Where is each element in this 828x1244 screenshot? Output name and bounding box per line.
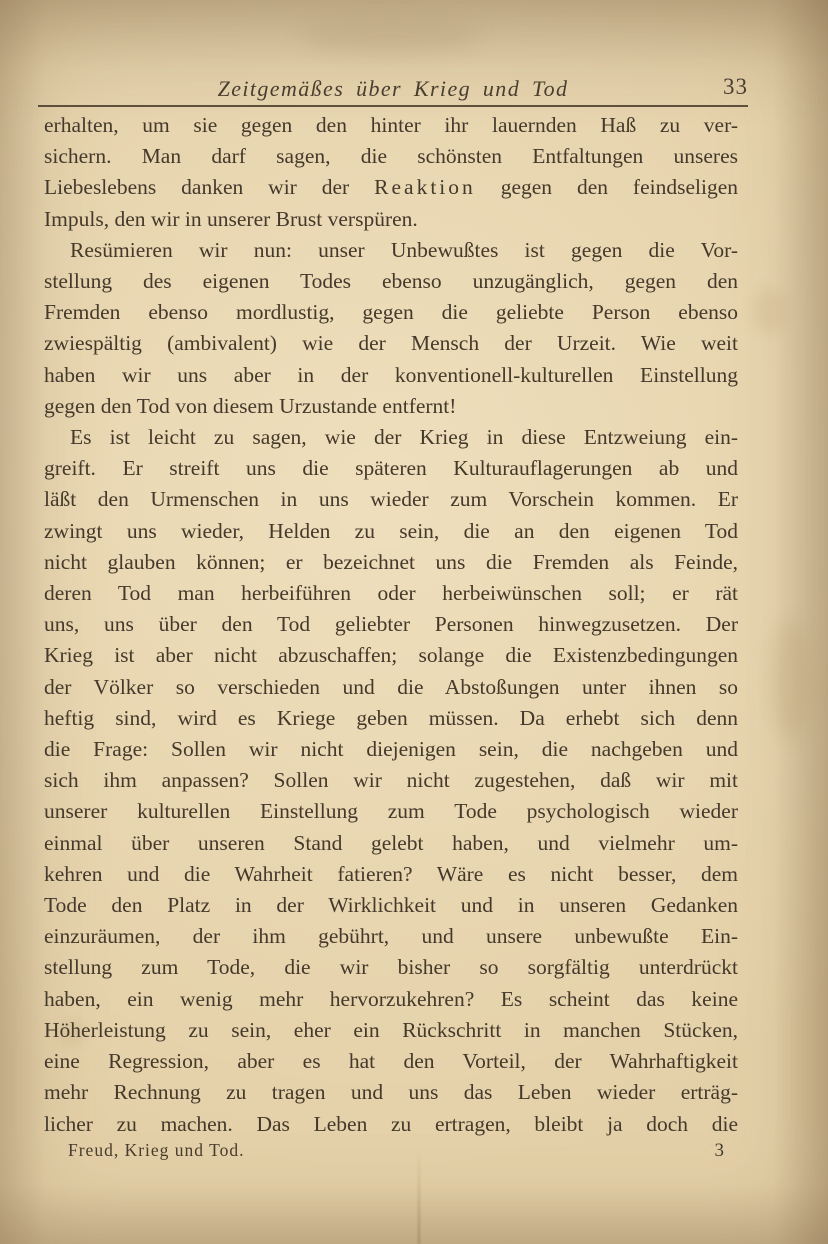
text-line: licher zu machen. Das Leben zu ertragen, bleibt ja doch die [44, 1111, 738, 1136]
text-line: haben, ein wenig mehr hervorzukehren? Es scheint das keine [44, 986, 738, 1011]
text-line: gegen den Tod von diesem Urzustande entfernt! [44, 393, 457, 418]
text-line: greift. Er streift uns die späteren Kulturauflagerungen ab und [44, 456, 738, 481]
footer-signature: Freud, Krieg und Tod. [68, 1140, 245, 1160]
text-line: stellung zum Tode, die wir bisher so sorgfältig unterdrückt [44, 955, 738, 980]
text-line: Impuls, den wir in unserer Brust verspüren. [44, 206, 418, 231]
text-line: unserer kulturellen Einstellung zum Tode psychologisch wieder [44, 799, 738, 824]
text-line: erhalten, um sie gegen den hinter ihr lauernden Haß zu ver- [44, 113, 738, 137]
text-line: Krieg ist aber nicht abzuschaffen; solange die Existenzbedingungen [44, 643, 738, 668]
paragraph [44, 235, 738, 422]
text-line: haben wir uns aber in der konventionell-kulturellen Einstellung [44, 362, 738, 387]
footer-sheet-number: 3 [714, 1140, 724, 1161]
text-line: Tode den Platz in der Wirklichkeit und in unseren Gedanken [44, 893, 738, 918]
page-number: 33 [723, 74, 748, 99]
text-line: Resümieren wir nun: unser Unbewußtes ist gegen die Vor- [70, 237, 738, 262]
text-line: sichern. Man darf sagen, die schönsten Entfaltungen unseres [44, 144, 738, 169]
text-line: eine Regression, aber es hat den Vorteil, der Wahrhaftigkeit [44, 1049, 738, 1074]
paragraph [44, 422, 738, 1140]
text-line: heftig sind, wird es Kriege geben müssen. Da erhebt sich denn [44, 705, 738, 730]
crease-line [418, 1148, 420, 1244]
header-rule [38, 105, 748, 107]
text-block [44, 110, 738, 1140]
text-line: mehr Rechnung zu tragen und uns das Leben wieder erträg- [44, 1080, 738, 1105]
text-line: einzuräumen, der ihm gebührt, und unsere unbewußte Ein- [44, 924, 738, 949]
stain [300, 20, 480, 54]
text-line: uns, uns über den Tod geliebter Personen hinwegzusetzen. Der [44, 612, 738, 637]
text-line: zwingt uns wieder, Helden zu sein, die an den eigenen Tod [44, 518, 738, 543]
text-line: die Frage: Sollen wir nicht diejenigen sein, die nachgeben und [44, 737, 738, 762]
footer [44, 1140, 738, 1162]
running-head-title: Zeitgemäßes über Krieg und Tod [217, 76, 569, 101]
text-line: zwiespältig (ambivalent) wie der Mensch der Urzeit. Wie weit [44, 331, 738, 356]
text-line: läßt den Urmenschen in uns wieder zum Vorschein kommen. Er [44, 487, 738, 512]
text-line: Es ist leicht zu sagen, wie der Krieg in diese Entzweiung ein- [70, 425, 738, 450]
text-line: nicht glauben können; er bezeichnet uns die Fremden als Feinde, [44, 549, 738, 574]
letterspaced-word: Reaktion [374, 175, 476, 200]
text-line: Höherleistung zu sein, eher ein Rückschritt in manchen Stücken, [44, 1017, 738, 1042]
text-line: der Völker so verschieden und die Abstoßungen unter ihnen so [44, 674, 738, 699]
text-line: einmal über unseren Stand gelebt haben, und vielmehr um- [44, 830, 738, 855]
text-line: Liebeslebens danken wir der Reaktion gegen den feindseligen [44, 175, 738, 200]
text-line: stellung des eigenen Todes ebenso unzugänglich, gegen den [44, 269, 738, 294]
paragraph [44, 110, 738, 235]
stain [752, 288, 786, 334]
stain [770, 620, 810, 740]
text-line: kehren und die Wahrheit fatieren? Wäre es nicht besser, dem [44, 861, 738, 886]
text-line: sich ihm anpassen? Sollen wir nicht zugestehen, daß wir mit [44, 768, 738, 793]
text-line: deren Tod man herbeiführen oder herbeiwünschen soll; er rät [44, 581, 738, 606]
text-line: Fremden ebenso mordlustig, gegen die geliebte Person ebenso [44, 300, 738, 325]
